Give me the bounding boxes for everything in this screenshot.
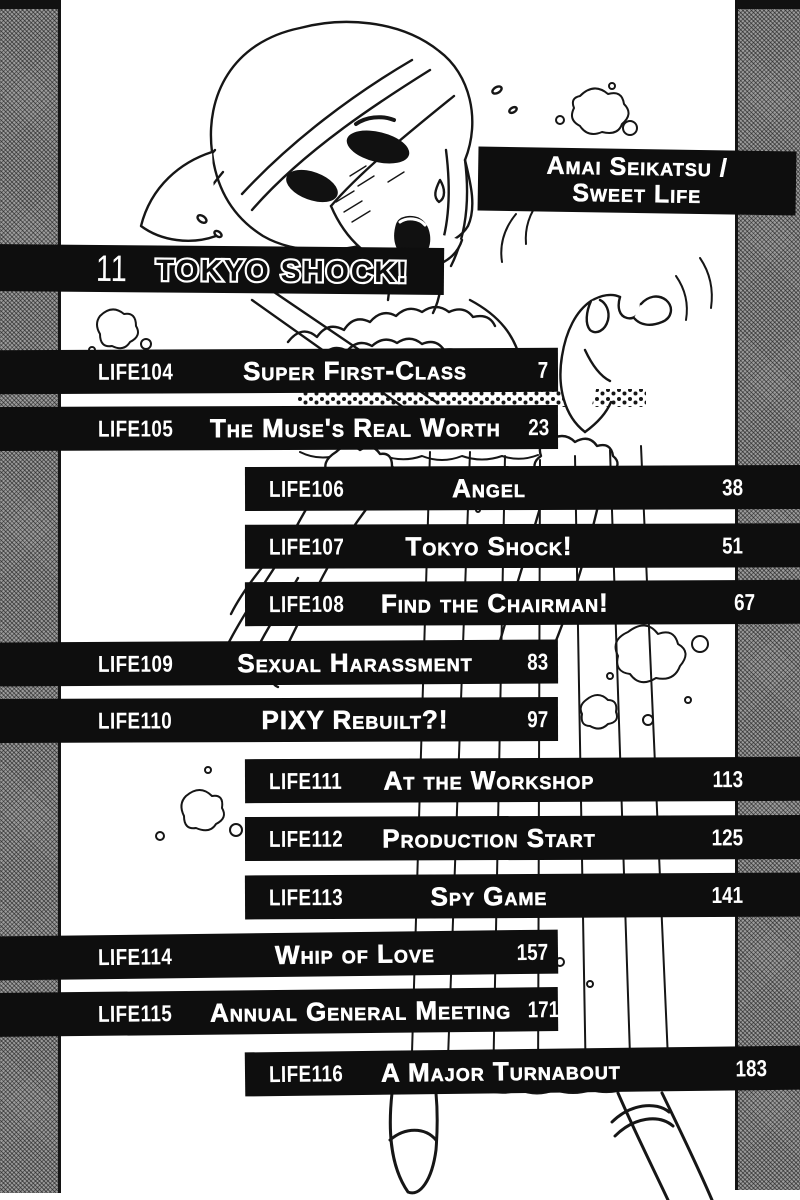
- page-number: 157: [516, 938, 549, 965]
- toc-row: [0, 348, 558, 394]
- volume-number: 11: [95, 247, 128, 289]
- page-number: 23: [527, 413, 549, 440]
- page-number: 113: [712, 765, 744, 792]
- page-number: 97: [527, 705, 549, 732]
- chapter-number: LIFE105: [97, 414, 174, 442]
- chapter-number: LIFE107: [268, 532, 345, 560]
- toc-row: [0, 987, 558, 1037]
- chapter-title: At the Workshop: [383, 764, 595, 796]
- page-number: 125: [711, 823, 744, 850]
- chapter-title: Sexual Harassment: [237, 646, 473, 678]
- toc-row: [245, 1046, 800, 1097]
- chapter-number: LIFE113: [268, 883, 344, 910]
- page-number: 83: [527, 648, 549, 675]
- page-number: 67: [733, 588, 755, 615]
- series-title-line1: Amai Seikatsu /: [546, 151, 729, 183]
- page-number: 141: [711, 881, 744, 908]
- chapter-title: Whip of Love: [274, 937, 436, 970]
- chapter-number: LIFE104: [97, 357, 174, 385]
- chapter-number: LIFE110: [97, 706, 173, 734]
- svg-text:TOKYO SHOCK!: TOKYO SHOCK!: [156, 253, 410, 289]
- chapter-title: Angel: [452, 472, 526, 503]
- chapter-title: Super First-Class: [242, 354, 468, 386]
- legs-and-shoes: [390, 1093, 712, 1200]
- chapter-title: A Major Turnabout: [380, 1054, 621, 1088]
- toc-row: [0, 640, 558, 687]
- page-number: 38: [722, 473, 744, 500]
- chapter-number: LIFE109: [97, 650, 174, 677]
- series-title-box: [478, 147, 797, 216]
- chapter-title: Annual General Meeting: [209, 994, 512, 1028]
- chapter-title: PIXY Rebuilt?!: [261, 703, 449, 735]
- toc-row: [0, 697, 558, 743]
- toc-row: [245, 815, 800, 861]
- page-number: 51: [722, 531, 744, 558]
- toc-row: [0, 930, 558, 981]
- page-number: 171: [527, 995, 560, 1022]
- chapter-number: LIFE112: [268, 825, 344, 852]
- toc-row: [245, 757, 800, 803]
- chapter-title: The Muse's Real Worth: [209, 411, 501, 443]
- chapter-number: LIFE116: [268, 1059, 344, 1087]
- chapter-title: Find the Chairman!: [380, 587, 609, 619]
- chapter-number: LIFE114: [97, 942, 173, 970]
- chapter-number: LIFE115: [97, 999, 173, 1027]
- chapter-title: Production Start: [382, 822, 596, 854]
- toc-row: [245, 873, 800, 920]
- volume-title-bar: [0, 244, 444, 295]
- chapter-number: LIFE108: [268, 590, 345, 617]
- toc-row: [245, 465, 800, 511]
- series-title-line2: Sweet Life: [572, 178, 702, 210]
- toc-row: [0, 405, 558, 451]
- chapter-number: LIFE111: [268, 767, 343, 794]
- chapter-title: Tokyo Shock!: [405, 530, 573, 561]
- page-number: 183: [735, 1054, 767, 1081]
- toc-row: [245, 523, 800, 568]
- chapter-title: Spy Game: [430, 880, 548, 911]
- page-number: 7: [537, 356, 549, 383]
- chapter-number: LIFE106: [268, 475, 345, 502]
- volume-title: [118, 246, 444, 295]
- toc-row: [245, 580, 800, 626]
